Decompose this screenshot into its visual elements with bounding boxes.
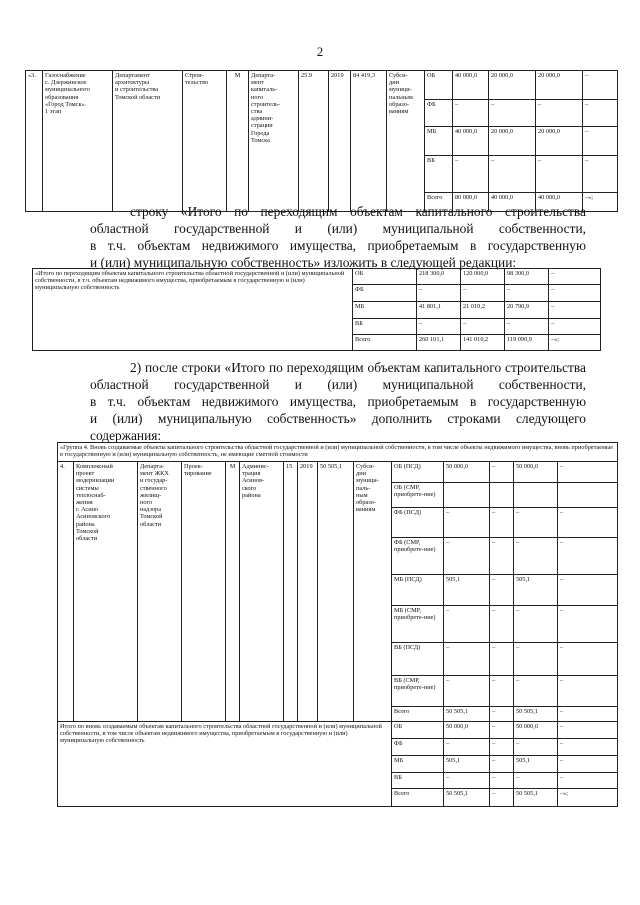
funding-source: МБ — [392, 756, 444, 773]
value-cell: – — [583, 127, 618, 156]
cell-line: ственного — [140, 484, 167, 492]
page-number: 2 — [316, 44, 324, 59]
value-cell: 41 801,1 — [417, 302, 461, 319]
value-cell: – — [490, 789, 514, 807]
customer — [113, 71, 183, 212]
cell-line: Департа- — [251, 72, 276, 79]
cell-line: ваниям — [356, 506, 376, 514]
funding-source: ФБ (ПСД) — [392, 508, 444, 538]
value-cell: 50 505,1 — [444, 707, 490, 722]
row-number: 4. — [58, 462, 74, 722]
funding-source: ОБ — [392, 722, 444, 739]
value-cell: – — [444, 773, 490, 789]
ownership-level: М — [227, 71, 249, 212]
value-cell: – — [558, 707, 618, 722]
value-cell: – — [505, 319, 549, 335]
group-header-row — [58, 443, 618, 462]
value-cell: – — [558, 739, 618, 756]
ownership-level: М — [226, 462, 240, 722]
funding-form — [354, 462, 392, 722]
value-cell: – — [514, 606, 558, 643]
funding-source: Всего — [392, 707, 444, 722]
funding-source: МБ (ПСД) — [392, 575, 444, 606]
value-cell: – — [490, 773, 514, 789]
value-cell: 50 505,1 — [514, 789, 558, 807]
cell-line: Томской — [140, 513, 163, 521]
cell-line: Газоснабжение — [45, 72, 86, 79]
cell-line: Асинов- — [242, 477, 265, 485]
value-cell: 50 000,0 — [514, 722, 558, 739]
value-cell: – — [444, 606, 490, 643]
paragraph-amend-line — [90, 203, 586, 271]
cell-line: Департамент — [115, 72, 150, 79]
value-cell: – — [489, 100, 536, 127]
funding-source: МБ (СМР, приобрете-ние) — [392, 606, 444, 643]
cell-line: ного — [140, 499, 153, 507]
cell-line: Томской — [76, 527, 99, 535]
value-cell: – — [549, 319, 601, 335]
value-cell — [514, 483, 558, 508]
cell-line: строитель- — [251, 100, 280, 108]
work-type — [183, 71, 227, 212]
value-cell: – — [490, 722, 514, 739]
cell-line: жилищ- — [140, 491, 162, 499]
value-cell: 505,1 — [514, 756, 558, 773]
value-cell: 50 505,1 — [444, 789, 490, 807]
value-cell: –»; — [549, 335, 601, 351]
funding-form — [387, 71, 425, 212]
value-cell: – — [489, 156, 536, 193]
para1-line: областной государственной и (или) муниципальной собственности, — [90, 221, 586, 236]
value-cell: – — [558, 575, 618, 606]
cell-line: дии — [356, 470, 366, 478]
value-cell: – — [549, 285, 601, 302]
value-cell: – — [558, 538, 618, 575]
funding-source: ОБ (ПСД) — [392, 462, 444, 483]
cell-line: Субси- — [356, 463, 375, 470]
cell-line: образо- — [356, 499, 376, 507]
value-cell: – — [549, 269, 601, 285]
cell-line: Асиновского — [76, 513, 111, 521]
row-number: «3. — [26, 71, 43, 212]
table-row — [26, 71, 618, 100]
value-cell: 20 000,0 — [489, 127, 536, 156]
cell-line: Проек- — [184, 463, 203, 470]
value-cell: – — [558, 606, 618, 643]
funding-source: ВБ — [353, 319, 417, 335]
capacity: 15 — [284, 462, 298, 722]
cell-line: области — [76, 535, 98, 543]
value-cell: – — [536, 100, 583, 127]
value-cell: – — [490, 739, 514, 756]
paragraph-add-rows — [90, 359, 586, 444]
cell-line: «Город Томск». — [45, 100, 87, 108]
funding-source: ФБ — [425, 100, 453, 127]
value-cell: – — [453, 100, 489, 127]
total-label: «Итого по переходящим объектам капитального строительства областной государственной и (или) муниципальной собственности, в т.ч. объектам недвижимого имущества, приобретаемым в государственную и (или) муниципальную собственность — [33, 269, 353, 351]
value-cell: – — [514, 538, 558, 575]
funding-source: МБ — [353, 302, 417, 319]
value-cell: 40 000,0 — [489, 193, 536, 212]
value-cell: – — [490, 508, 514, 538]
cell-line: админи- — [251, 115, 274, 123]
value-cell: – — [453, 156, 489, 193]
value-cell: 120 000,0 — [461, 269, 505, 285]
administrator — [240, 462, 284, 722]
value-cell: – — [583, 71, 618, 100]
cell-line: района — [242, 491, 261, 499]
value-cell: – — [536, 156, 583, 193]
funding-source: ВБ (СМР, приобрете-ние) — [392, 676, 444, 707]
value-cell: 119 090,9 — [505, 335, 549, 351]
cell-line: мент — [251, 79, 264, 87]
funding-source: ФБ (СМР, приобрете-ние) — [392, 538, 444, 575]
funding-source: Всего — [353, 335, 417, 351]
cell-line: надзора — [140, 506, 161, 514]
funding-source: Всего — [392, 789, 444, 807]
cell-line: образования — [45, 93, 79, 101]
value-cell: – — [444, 538, 490, 575]
value-cell: – — [490, 462, 514, 483]
value-cell: – — [514, 676, 558, 707]
value-cell: – — [558, 773, 618, 789]
funding-source: ВБ (ПСД) — [392, 643, 444, 676]
value-cell: 141 010,2 — [461, 335, 505, 351]
cell-line: теплоснаб- — [76, 491, 106, 499]
cell-line: ного — [251, 93, 264, 101]
value-cell: – — [549, 302, 601, 319]
cell-line: ского — [242, 484, 257, 492]
cell-line: ваниям — [389, 108, 409, 116]
para2-line: 2) после строки «Итого по переходящим объектам капитального строительства — [130, 360, 586, 375]
cell-line: Админис- — [242, 463, 269, 470]
value-cell: – — [444, 643, 490, 676]
value-cell: 21 010,2 — [461, 302, 505, 319]
cell-line: модернизации — [76, 477, 115, 485]
value-cell: – — [514, 773, 558, 789]
value-cell: 50 000,0 — [514, 462, 558, 483]
value-cell: – — [514, 508, 558, 538]
value-cell: – — [417, 319, 461, 335]
cell-line: страции — [251, 122, 273, 130]
capacity: 25.9 — [299, 71, 329, 212]
customer — [138, 462, 182, 722]
year: 2019 — [298, 462, 318, 722]
cell-line: архитектуры — [115, 79, 150, 87]
value-cell: – — [514, 643, 558, 676]
cell-line: и строительства — [115, 86, 159, 94]
value-cell — [558, 483, 618, 508]
estimated-cost: 84 419,3 — [351, 71, 387, 212]
funding-source: ОБ — [425, 71, 453, 100]
value-cell: – — [558, 676, 618, 707]
value-cell: 505,1 — [444, 575, 490, 606]
value-cell: 50 505,1 — [514, 707, 558, 722]
cell-line: Томска — [251, 136, 270, 144]
value-cell: 40 000,0 — [453, 71, 489, 100]
value-cell: – — [583, 100, 618, 127]
funding-source: МБ — [425, 127, 453, 156]
value-cell: 98 300,0 — [505, 269, 549, 285]
funding-source: ВБ — [425, 156, 453, 193]
value-cell — [490, 483, 514, 508]
value-cell: – — [444, 676, 490, 707]
funding-source: ОБ (СМР, приобрете-ние) — [392, 483, 444, 508]
para2-line: в т.ч. объектам недвижимого имущества, приобретаемым в государственную — [90, 394, 586, 409]
value-cell: – — [461, 285, 505, 302]
value-cell: – — [444, 739, 490, 756]
cell-line: Города — [251, 129, 270, 137]
value-cell: – — [505, 285, 549, 302]
value-cell: – — [558, 643, 618, 676]
cell-line: трация — [242, 470, 261, 478]
value-cell: 20 000,0 — [536, 127, 583, 156]
value-cell: – — [514, 739, 558, 756]
table-group-4 — [57, 442, 618, 807]
value-cell: – — [558, 722, 618, 739]
object-name — [74, 462, 138, 722]
table-total-transitional — [32, 268, 601, 351]
table-object-3 — [25, 70, 618, 212]
value-cell: – — [558, 756, 618, 773]
value-cell: 80 000,0 — [453, 193, 489, 212]
value-cell: 505,1 — [444, 756, 490, 773]
value-cell: 20 000,0 — [489, 71, 536, 100]
para2-line: областной государственной и (или) муниципальной собственности, — [90, 377, 586, 392]
value-cell: – — [417, 285, 461, 302]
cell-line: района — [76, 520, 95, 528]
value-cell: – — [490, 676, 514, 707]
value-cell: 20 790,9 — [505, 302, 549, 319]
value-cell: 50 000,0 — [444, 462, 490, 483]
work-type — [182, 462, 226, 722]
group-header: «Группа 4. Вновь создаваемые объекты капитального строительства областной государственной и (или) муниципальной собственности, в том числе объекты недвижимого имущества, вновь приобретаемые в государственную и (или) муниципальную собственность, не имеющие сметной стоимости — [58, 443, 618, 462]
cell-line: ства — [251, 108, 263, 116]
value-cell: – — [490, 575, 514, 606]
table-row — [58, 462, 618, 483]
cell-line: и государ- — [140, 477, 168, 485]
cell-line: жения — [76, 499, 93, 507]
value-cell: 20 000,0 — [536, 71, 583, 100]
value-cell: – — [558, 508, 618, 538]
value-cell: – — [461, 319, 505, 335]
value-cell: 40 000,0 — [536, 193, 583, 212]
cell-line: муниципального — [45, 86, 90, 94]
cell-line: образо- — [389, 100, 409, 108]
cell-line: мент ЖКХ — [140, 470, 169, 478]
value-cell: – — [444, 508, 490, 538]
cell-line: ным — [356, 491, 368, 499]
value-cell: 40 000,0 — [453, 127, 489, 156]
value-cell: 218 300,0 — [417, 269, 461, 285]
value-cell: – — [490, 606, 514, 643]
cell-line: дии — [389, 79, 399, 87]
object-name — [43, 71, 113, 212]
cell-line: Строи- — [185, 72, 204, 79]
table-row — [58, 722, 618, 739]
cell-line: Комплексный — [76, 463, 113, 470]
funding-source: ОБ — [353, 269, 417, 285]
para1-line: в т.ч. объектам недвижимого имущества, приобретаемым в государственную — [90, 238, 586, 253]
para2-line: и (или) муниципальную собственность» дополнить строками следующего — [90, 411, 586, 426]
funding-source: ФБ — [392, 739, 444, 756]
funding-source: ФБ — [353, 285, 417, 302]
cell-line: паль- — [356, 484, 371, 492]
cell-line: тельство — [185, 79, 209, 87]
cell-line: 1 этап — [45, 108, 62, 116]
cell-line: Томской области — [115, 93, 161, 101]
value-cell: –»; — [583, 193, 618, 212]
total-label: Итого по вновь создаваемым объектам капитального строительства областной государственной и (или) муниципальной собственности, в том числе объектам недвижимого имущества, приобретаемым в государственную и (или) муниципальную собственность — [58, 722, 392, 807]
para2-line: содержания: — [90, 428, 162, 443]
value-cell: – — [490, 643, 514, 676]
table-row — [33, 269, 601, 285]
value-cell: – — [490, 756, 514, 773]
estimated-cost: 50 505,1 — [318, 462, 354, 722]
cell-line: системы — [76, 484, 99, 492]
para1-line: строку «Итого по переходящим объектам капитального строительства — [130, 204, 586, 219]
value-cell: –»; — [558, 789, 618, 807]
cell-line: с. Дзержинское — [45, 79, 87, 87]
cell-line: муници- — [356, 477, 379, 485]
para1-line: и (или) муниципальную собственность» изложить в следующей редакции: — [90, 255, 517, 270]
funding-source: ВБ — [392, 773, 444, 789]
value-cell: – — [583, 156, 618, 193]
value-cell: – — [490, 538, 514, 575]
value-cell: – — [558, 462, 618, 483]
value-cell: 505,1 — [514, 575, 558, 606]
year: 2019 — [329, 71, 351, 212]
cell-line: Департа- — [140, 463, 165, 470]
cell-line: муници- — [389, 86, 412, 94]
cell-line: пальным — [389, 93, 413, 101]
cell-line: Субси- — [389, 72, 408, 79]
cell-line: капиталь- — [251, 86, 278, 94]
funding-source: Всего — [425, 193, 453, 212]
cell-line: проект — [76, 470, 95, 478]
administrator — [249, 71, 299, 212]
cell-line: г. Асино — [76, 506, 99, 514]
cell-line: тирование — [184, 470, 212, 478]
value-cell — [444, 483, 490, 508]
cell-line: области — [140, 520, 162, 528]
value-cell: – — [490, 707, 514, 722]
value-cell: 260 101,1 — [417, 335, 461, 351]
value-cell: 50 000,0 — [444, 722, 490, 739]
